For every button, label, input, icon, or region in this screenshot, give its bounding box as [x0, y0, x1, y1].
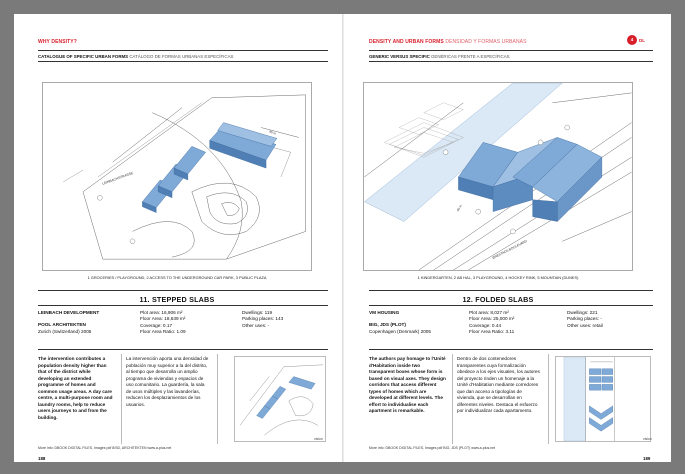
section-title: WHY DENSITY? — [38, 39, 77, 45]
dimension-label: 40 m — [455, 204, 463, 213]
street-label: ØRESTADS BOULEVARD — [491, 239, 528, 261]
page-fold — [342, 14, 344, 462]
right-page — [345, 14, 671, 462]
title-rule-bottom — [369, 305, 653, 306]
catalog-heading: GENERIC VERSUS SPECIFIC GENÉRICAS FRENTE A ESPECÍFICAS — [369, 54, 510, 59]
catalog-rule — [369, 61, 653, 62]
description-en: The authors pay homage to l'Unité d'Habitation inside two transparent boxes whose form is based on visual axes. They design corridors that access different types of homes which are developed at different levels. The effort to individualise each apartment is remarkable. — [369, 356, 446, 413]
catalog-rule — [38, 61, 328, 62]
project-figures: Plot area: 16,906 m² Floor Area: 18,639 m² Coverage: 0.17 Floor Area Ratio: 1.09 — [140, 310, 186, 335]
vision-label: vision — [314, 437, 323, 441]
project-info: VM HOUSING BIG, JDS (PLOT) Copenhagen (Denmark) 2005 — [369, 310, 432, 334]
more-info: More info: DBOOK DIGITAL FILES, Images pdf BIG, JDS (PLOT) www.a-plus.net — [369, 446, 496, 450]
project-uses: Dwellings: 119 Parking places: 143 Other uses: - — [242, 310, 284, 328]
left-page — [14, 14, 340, 462]
dimension-label: 95 m — [268, 129, 277, 136]
data-rule — [369, 349, 653, 350]
project-info: LEINBACH DEVELOPMENT POOL ARCHITEKTEN Zurich (Switzerland) 2005 — [38, 310, 100, 334]
more-info: More info: DBOOK DIGITAL FILES, Images pdf 8/SD, ARCHITEKTEN www.a-plus.net — [38, 446, 172, 450]
chapter-badge: 4 — [627, 35, 637, 45]
page-number: 189 — [643, 456, 651, 461]
drawing-caption: 1 KINDERGARTEN, 2 AB HAL, 3 PLAYGROUND, 4 HOCKEY RINK, 5 MOUNTAIN (DUNES) — [417, 275, 579, 280]
column-divider — [121, 354, 122, 444]
chapter-flag: DL — [639, 38, 645, 43]
project-figures: Plot area: 8,027 m² Floor Area: 25,000 m² Coverage: 0.44 Floor Area Ratio: 3.11 — [469, 310, 515, 335]
column-divider — [452, 354, 453, 444]
title-rule-top — [38, 290, 328, 291]
description-es: Dentro de dos contenedores transparentes cuya formalización obedece a los ejes visuales, los autores del proyecto rinden un homenaje a la Unité d'Habitation mediante corredores que dan acceso a tipologías de vivienda, que se desarrollan en diferentes niveles. Destaca el esfuerzo por individualizar cada apartamento. — [457, 356, 540, 413]
project-title: 12. FOLDED SLABS — [462, 295, 534, 304]
column-divider — [217, 354, 218, 444]
description-es: La intervención aporta una densidad de población muy superior a la del distrito, al tiempo que desarrolla un amplio programa de viviendas y espacios de uso comunitario. La guardería, la sala de usos múltiples y las lavanderías, reducen los desplazamientos de los usuarios. — [126, 356, 209, 407]
site-thumbnail-drawing — [235, 357, 325, 441]
project-uses: Dwellings: 221 Parking places: - Other uses: retail — [567, 310, 603, 328]
site-thumbnail — [555, 356, 651, 442]
project-title: 11. STEPPED SLABS — [139, 295, 215, 304]
data-rule — [38, 349, 328, 350]
site-thumbnail — [234, 356, 326, 442]
header-rule — [369, 50, 653, 51]
site-thumbnail-drawing — [556, 357, 650, 441]
vision-label: vision — [643, 437, 652, 441]
drawing-caption: 1 GROCERIES / PLAYGROUND, 2 ACCESS TO THE UNDERGROUND CAR PARK, 3 PUBLIC PLAZA — [87, 275, 267, 280]
site-plan-drawing-12 — [363, 82, 633, 271]
book-spread — [14, 14, 671, 462]
stepped-slabs-axonometric — [43, 83, 311, 270]
section-title: DENSITY AND URBAN FORMS DENSIDAD Y FORMAS URBANAS — [369, 39, 527, 45]
description-en: The intervention contributes a population density higher than that of the district while developing an extended programme of homes and common usage areas. A day care centre, a multi-purpose room and laundry rooms, help to reduce users journeys to and from the building. — [38, 356, 113, 420]
site-plan-drawing-11 — [42, 82, 312, 271]
folded-slabs-axonometric — [364, 83, 632, 270]
title-rule-top — [369, 290, 653, 291]
column-divider — [548, 354, 549, 444]
street-label: LEINBACHSTRASSE — [101, 170, 134, 186]
catalog-heading: CATALOGUE OF SPECIFIC URBAN FORMS CATÁLOGO DE FORMAS URBANAS ESPECÍFICAS — [38, 54, 234, 59]
page-number: 188 — [38, 456, 46, 461]
title-rule-bottom — [38, 305, 328, 306]
header-rule — [38, 50, 328, 51]
